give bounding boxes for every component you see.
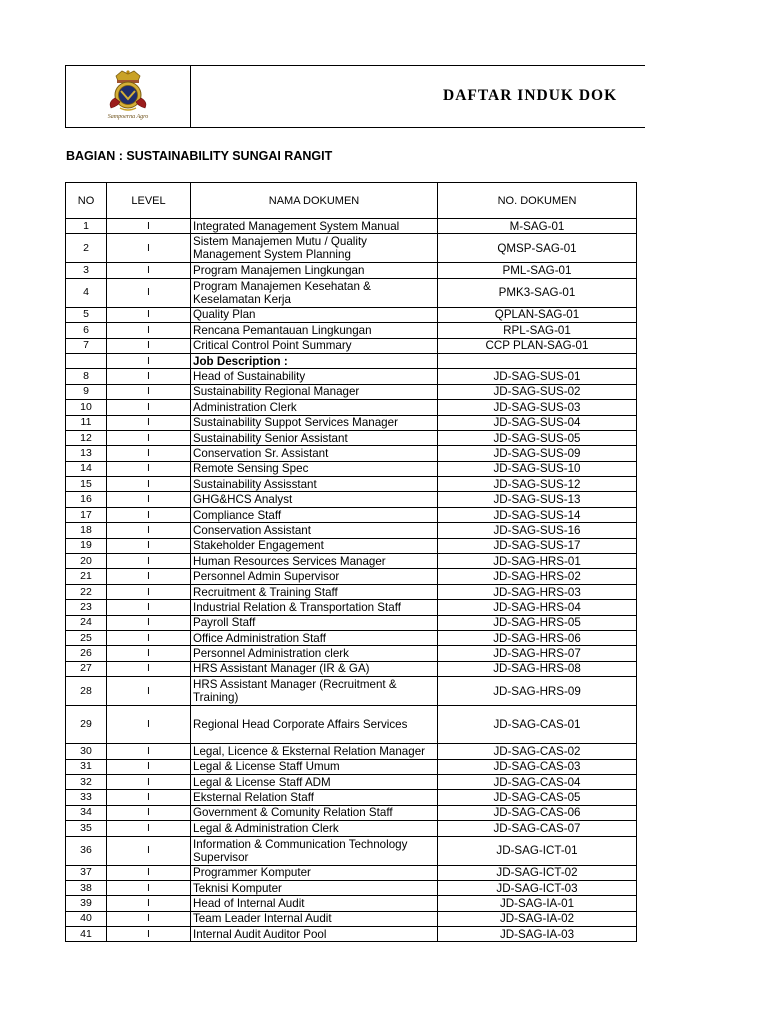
row-document-number — [438, 353, 637, 368]
table-row — [66, 384, 637, 399]
row-document-name: Personnel Admin Supervisor — [191, 569, 438, 584]
table-row — [66, 446, 637, 461]
row-level: I — [107, 278, 191, 307]
row-document-name: Legal, Licence & Eksternal Relation Manager — [191, 744, 438, 759]
row-level: I — [107, 896, 191, 911]
row-document-number: JD-SAG-HRS-01 — [438, 554, 637, 569]
table-row — [66, 263, 637, 278]
row-number — [66, 353, 107, 368]
row-document-name: Team Leader Internal Audit — [191, 911, 438, 926]
row-level: I — [107, 600, 191, 615]
row-level: I — [107, 415, 191, 430]
row-document-name: Head of Internal Audit — [191, 896, 438, 911]
row-document-number: JD-SAG-ICT-01 — [438, 836, 637, 865]
row-document-name: Sustainability Suppot Services Manager — [191, 415, 438, 430]
row-level: I — [107, 353, 191, 368]
row-number: 28 — [66, 677, 107, 706]
row-document-number: JD-SAG-SUS-09 — [438, 446, 637, 461]
row-number: 12 — [66, 430, 107, 445]
row-document-name: Sustainability Senior Assistant — [191, 430, 438, 445]
row-document-name: Head of Sustainability — [191, 369, 438, 384]
row-document-number: JD-SAG-CAS-04 — [438, 774, 637, 789]
row-level: I — [107, 836, 191, 865]
table-row — [66, 759, 637, 774]
row-level: I — [107, 759, 191, 774]
table-row — [66, 323, 637, 338]
row-document-name: Stakeholder Engagement — [191, 538, 438, 553]
row-level: I — [107, 492, 191, 507]
section-title: BAGIAN : SUSTAINABILITY SUNGAI RANGIT — [66, 149, 333, 163]
row-level: I — [107, 338, 191, 353]
table-row — [66, 774, 637, 789]
table-row — [66, 554, 637, 569]
row-number: 7 — [66, 338, 107, 353]
row-document-number: QPLAN-SAG-01 — [438, 307, 637, 322]
row-level: I — [107, 523, 191, 538]
table-row — [66, 523, 637, 538]
row-level: I — [107, 323, 191, 338]
row-number: 2 — [66, 234, 107, 263]
row-document-number: JD-SAG-CAS-01 — [438, 706, 637, 744]
column-header-doc-number: NO. DOKUMEN — [438, 183, 637, 219]
table-row — [66, 415, 637, 430]
row-document-name: Job Description : — [191, 353, 438, 368]
row-number: 37 — [66, 865, 107, 880]
row-document-name: Program Manajemen Lingkungan — [191, 263, 438, 278]
row-document-name: Administration Clerk — [191, 400, 438, 415]
row-number: 14 — [66, 461, 107, 476]
table-row — [66, 569, 637, 584]
row-document-number: JD-SAG-SUS-10 — [438, 461, 637, 476]
table-row — [66, 790, 637, 805]
row-level: I — [107, 446, 191, 461]
table-row — [66, 646, 637, 661]
table-row — [66, 353, 637, 368]
row-document-name: Sistem Manajemen Mutu / Quality Management System Planning — [191, 234, 438, 263]
row-document-number: JD-SAG-HRS-05 — [438, 615, 637, 630]
row-level: I — [107, 677, 191, 706]
table-row — [66, 369, 637, 384]
table-row — [66, 584, 637, 599]
row-document-number: JD-SAG-IA-03 — [438, 927, 637, 942]
row-document-number: JD-SAG-HRS-09 — [438, 677, 637, 706]
row-number: 38 — [66, 880, 107, 895]
table-row — [66, 492, 637, 507]
row-document-number: JD-SAG-CAS-03 — [438, 759, 637, 774]
row-document-name: Regional Head Corporate Affairs Services — [191, 706, 438, 744]
row-document-number: JD-SAG-SUS-04 — [438, 415, 637, 430]
table-row — [66, 630, 637, 645]
row-number: 39 — [66, 896, 107, 911]
table-row — [66, 615, 637, 630]
row-number: 11 — [66, 415, 107, 430]
row-document-number: JD-SAG-HRS-07 — [438, 646, 637, 661]
row-number: 36 — [66, 836, 107, 865]
row-document-number: JD-SAG-SUS-14 — [438, 507, 637, 522]
row-number: 18 — [66, 523, 107, 538]
row-document-name: Programmer Komputer — [191, 865, 438, 880]
row-document-number: JD-SAG-SUS-03 — [438, 400, 637, 415]
row-document-number: JD-SAG-HRS-08 — [438, 661, 637, 676]
row-number: 1 — [66, 219, 107, 234]
row-number: 40 — [66, 911, 107, 926]
row-number: 23 — [66, 600, 107, 615]
document-title: DAFTAR INDUK DOK — [443, 87, 618, 104]
row-level: I — [107, 569, 191, 584]
row-number: 9 — [66, 384, 107, 399]
row-number: 34 — [66, 805, 107, 820]
row-document-name: Conservation Sr. Assistant — [191, 446, 438, 461]
row-number: 22 — [66, 584, 107, 599]
row-level: I — [107, 369, 191, 384]
row-document-number: JD-SAG-ICT-03 — [438, 880, 637, 895]
row-level: I — [107, 821, 191, 836]
row-level: I — [107, 911, 191, 926]
row-level: I — [107, 461, 191, 476]
row-document-name: Teknisi Komputer — [191, 880, 438, 895]
row-document-name: Recruitment & Training Staff — [191, 584, 438, 599]
row-level: I — [107, 234, 191, 263]
row-level: I — [107, 790, 191, 805]
table-row — [66, 805, 637, 820]
column-header-level: LEVEL — [107, 183, 191, 219]
column-header-no: NO — [66, 183, 107, 219]
table-row — [66, 600, 637, 615]
row-level: I — [107, 706, 191, 744]
row-level: I — [107, 554, 191, 569]
row-document-number: PML-SAG-01 — [438, 263, 637, 278]
row-document-name: Sustainability Assisstant — [191, 477, 438, 492]
row-level: I — [107, 927, 191, 942]
table-header-row — [66, 183, 637, 219]
row-number: 26 — [66, 646, 107, 661]
table-row — [66, 744, 637, 759]
row-number: 17 — [66, 507, 107, 522]
row-document-number: RPL-SAG-01 — [438, 323, 637, 338]
row-level: I — [107, 384, 191, 399]
row-level: I — [107, 430, 191, 445]
row-number: 6 — [66, 323, 107, 338]
row-document-name: Legal & Administration Clerk — [191, 821, 438, 836]
row-document-name: Critical Control Point Summary — [191, 338, 438, 353]
row-level: I — [107, 646, 191, 661]
row-level: I — [107, 630, 191, 645]
row-number: 10 — [66, 400, 107, 415]
table-row — [66, 307, 637, 322]
row-number: 41 — [66, 927, 107, 942]
row-document-name: GHG&HCS Analyst — [191, 492, 438, 507]
row-level: I — [107, 538, 191, 553]
row-document-number: JD-SAG-SUS-16 — [438, 523, 637, 538]
row-number: 4 — [66, 278, 107, 307]
table-row — [66, 661, 637, 676]
table-row — [66, 706, 637, 744]
row-document-number: PMK3-SAG-01 — [438, 278, 637, 307]
row-document-number: JD-SAG-CAS-07 — [438, 821, 637, 836]
row-level: I — [107, 880, 191, 895]
row-document-name: HRS Assistant Manager (IR & GA) — [191, 661, 438, 676]
row-document-name: Sustainability Regional Manager — [191, 384, 438, 399]
table-row — [66, 677, 637, 706]
row-document-name: Legal & License Staff ADM — [191, 774, 438, 789]
row-document-name: Integrated Management System Manual — [191, 219, 438, 234]
row-document-name: Information & Communication Technology Supervisor — [191, 836, 438, 865]
row-document-name: HRS Assistant Manager (Recruitment & Training) — [191, 677, 438, 706]
row-number: 29 — [66, 706, 107, 744]
row-document-name: Rencana Pemantauan Lingkungan — [191, 323, 438, 338]
row-document-name: Legal & License Staff Umum — [191, 759, 438, 774]
row-document-name: Eksternal Relation Staff — [191, 790, 438, 805]
table-row — [66, 896, 637, 911]
table-row — [66, 234, 637, 263]
row-number: 19 — [66, 538, 107, 553]
row-document-name: Payroll Staff — [191, 615, 438, 630]
table-row — [66, 880, 637, 895]
row-number: 21 — [66, 569, 107, 584]
row-document-number: JD-SAG-IA-02 — [438, 911, 637, 926]
row-level: I — [107, 400, 191, 415]
row-document-name: Personnel Administration clerk — [191, 646, 438, 661]
row-document-number: JD-SAG-HRS-04 — [438, 600, 637, 615]
table-row — [66, 865, 637, 880]
table-row — [66, 821, 637, 836]
table-row — [66, 538, 637, 553]
row-document-number: QMSP-SAG-01 — [438, 234, 637, 263]
table-row — [66, 219, 637, 234]
table-row — [66, 911, 637, 926]
row-document-name: Internal Audit Auditor Pool — [191, 927, 438, 942]
row-document-number: JD-SAG-IA-01 — [438, 896, 637, 911]
row-document-name: Conservation Assistant — [191, 523, 438, 538]
document-header — [65, 65, 645, 128]
column-header-name: NAMA DOKUMEN — [191, 183, 438, 219]
row-document-number: JD-SAG-SUS-12 — [438, 477, 637, 492]
table-row — [66, 430, 637, 445]
row-level: I — [107, 507, 191, 522]
row-level: I — [107, 307, 191, 322]
row-number: 5 — [66, 307, 107, 322]
row-document-number: JD-SAG-HRS-02 — [438, 569, 637, 584]
table-row — [66, 338, 637, 353]
company-logo-icon — [92, 68, 164, 114]
table-row — [66, 278, 637, 307]
row-document-number: JD-SAG-CAS-06 — [438, 805, 637, 820]
table-row — [66, 836, 637, 865]
row-level: I — [107, 584, 191, 599]
row-document-name: Compliance Staff — [191, 507, 438, 522]
row-number: 30 — [66, 744, 107, 759]
row-number: 24 — [66, 615, 107, 630]
row-document-number: JD-SAG-CAS-05 — [438, 790, 637, 805]
row-level: I — [107, 805, 191, 820]
row-number: 31 — [66, 759, 107, 774]
row-level: I — [107, 865, 191, 880]
row-number: 25 — [66, 630, 107, 645]
row-document-name: Human Resources Services Manager — [191, 554, 438, 569]
document-table — [65, 182, 637, 942]
row-document-number: JD-SAG-SUS-13 — [438, 492, 637, 507]
row-number: 33 — [66, 790, 107, 805]
logo-cell — [66, 66, 191, 127]
row-level: I — [107, 661, 191, 676]
row-document-number: CCP PLAN-SAG-01 — [438, 338, 637, 353]
row-level: I — [107, 615, 191, 630]
row-document-name: Office Administration Staff — [191, 630, 438, 645]
row-document-name: Quality Plan — [191, 307, 438, 322]
row-level: I — [107, 219, 191, 234]
logo-caption: Sampoerna Agro — [107, 114, 149, 120]
row-document-name: Remote Sensing Spec — [191, 461, 438, 476]
row-document-number: JD-SAG-SUS-01 — [438, 369, 637, 384]
row-document-name: Industrial Relation & Transportation Staff — [191, 600, 438, 615]
row-number: 15 — [66, 477, 107, 492]
table-row — [66, 927, 637, 942]
row-document-number: JD-SAG-SUS-02 — [438, 384, 637, 399]
table-row — [66, 461, 637, 476]
table-row — [66, 400, 637, 415]
row-document-number: JD-SAG-CAS-02 — [438, 744, 637, 759]
row-document-number: JD-SAG-ICT-02 — [438, 865, 637, 880]
row-document-number: JD-SAG-HRS-03 — [438, 584, 637, 599]
row-number: 13 — [66, 446, 107, 461]
row-number: 27 — [66, 661, 107, 676]
row-document-name: Program Manajemen Kesehatan & Keselamatan Kerja — [191, 278, 438, 307]
row-document-number: M-SAG-01 — [438, 219, 637, 234]
row-number: 8 — [66, 369, 107, 384]
row-level: I — [107, 477, 191, 492]
row-level: I — [107, 263, 191, 278]
row-number: 16 — [66, 492, 107, 507]
row-number: 32 — [66, 774, 107, 789]
table-row — [66, 507, 637, 522]
row-number: 35 — [66, 821, 107, 836]
row-level: I — [107, 774, 191, 789]
row-document-number: JD-SAG-SUS-05 — [438, 430, 637, 445]
table-row — [66, 477, 637, 492]
row-level: I — [107, 744, 191, 759]
row-document-name: Government & Comunity Relation Staff — [191, 805, 438, 820]
row-document-number: JD-SAG-HRS-06 — [438, 630, 637, 645]
row-number: 20 — [66, 554, 107, 569]
row-document-number: JD-SAG-SUS-17 — [438, 538, 637, 553]
row-number: 3 — [66, 263, 107, 278]
